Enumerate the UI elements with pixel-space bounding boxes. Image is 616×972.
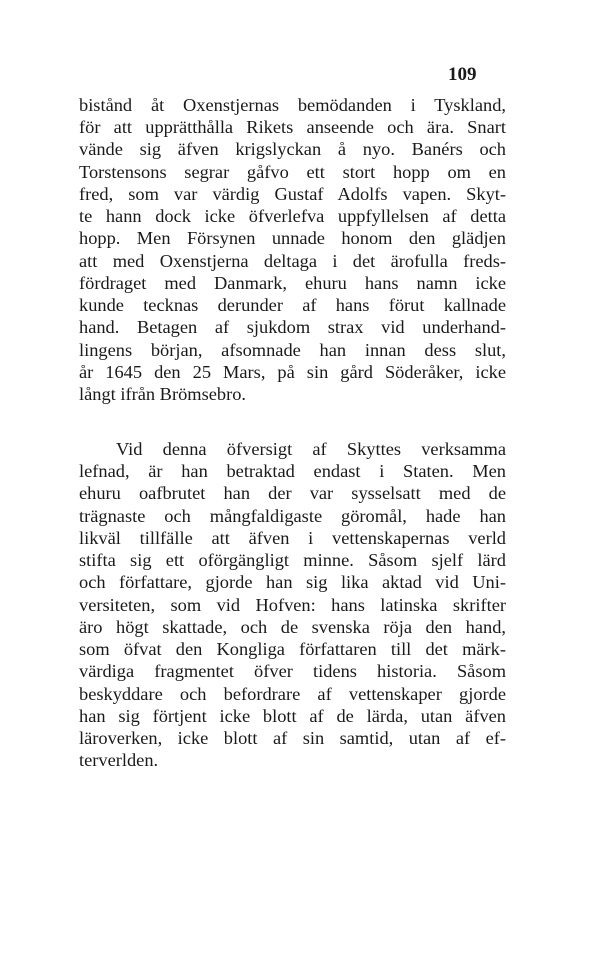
text-line: han sig förtjent icke blott af de lärda, utan äfven [79,706,506,726]
text-line: som öfvat den Kongliga författaren till det märk- [79,639,506,659]
text-line: lingens början, afsomnade han innan dess slut, [79,340,506,360]
text-line: stifta sig ett oförgängligt minne. Såsom sjelf lärd [79,550,506,570]
text-line: och författare, gjorde han sig lika aktad vid Uni- [79,572,506,592]
text-line: läroverken, icke blott af sin samtid, utan af ef- [79,728,506,748]
text-line: långt ifrån Brömsebro. [79,384,247,404]
text-line: beskyddare och befordrare af vettenskaper gjorde [79,684,506,704]
text-line: år 1645 den 25 Mars, på sin gård Söderåker, icke [79,362,506,382]
text-line: för att upprätthålla Rikets anseende och ära. Snart [79,117,506,137]
text-line: fred, som var värdig Gustaf Adolfs vapen. Skyt- [79,184,506,204]
text-line: bistånd åt Oxenstjernas bemödanden i Tyskland, [79,95,506,115]
text-line: Vid denna öfversigt af Skyttes verksamma [116,439,506,459]
page-number: 109 [448,64,477,85]
text-line: likväl tillfälle att äfven i vettenskapernas verld [79,528,506,548]
text-line: vände sig äfven krigslyckan å nyo. Banérs och [79,139,506,159]
text-line: att med Oxenstjerna deltaga i det ärofulla freds- [79,251,506,271]
text-line: kunde tecknas derunder af hans förut kallnade [79,295,506,315]
text-line: värdiga fragmentet öfver tidens historia. Såsom [79,661,506,681]
text-line: lefnad, är han betraktad endast i Staten. Men [79,461,506,481]
text-line: terverlden. [79,750,159,770]
text-line: trägnaste och mångfaldigaste göromål, hade han [79,506,506,526]
text-line: hopp. Men Försynen unnade honom den glädjen [79,228,506,248]
text-line: äro högt skattade, och de svenska röja den hand, [79,617,506,637]
text-line: ehuru oafbrutet han der var sysselsatt med de [79,483,506,503]
text-line: fördraget med Danmark, ehuru hans namn icke [79,273,506,293]
text-line: hand. Betagen af sjukdom strax vid underhand- [79,317,506,337]
text-line: versiteten, som vid Hofven: hans latinska skrifter [79,595,506,615]
text-line: Torstensons segrar gåfvo ett stort hopp om en [79,162,506,182]
text-line: te hann dock icke öfverlefva uppfyllelsen af detta [79,206,506,226]
